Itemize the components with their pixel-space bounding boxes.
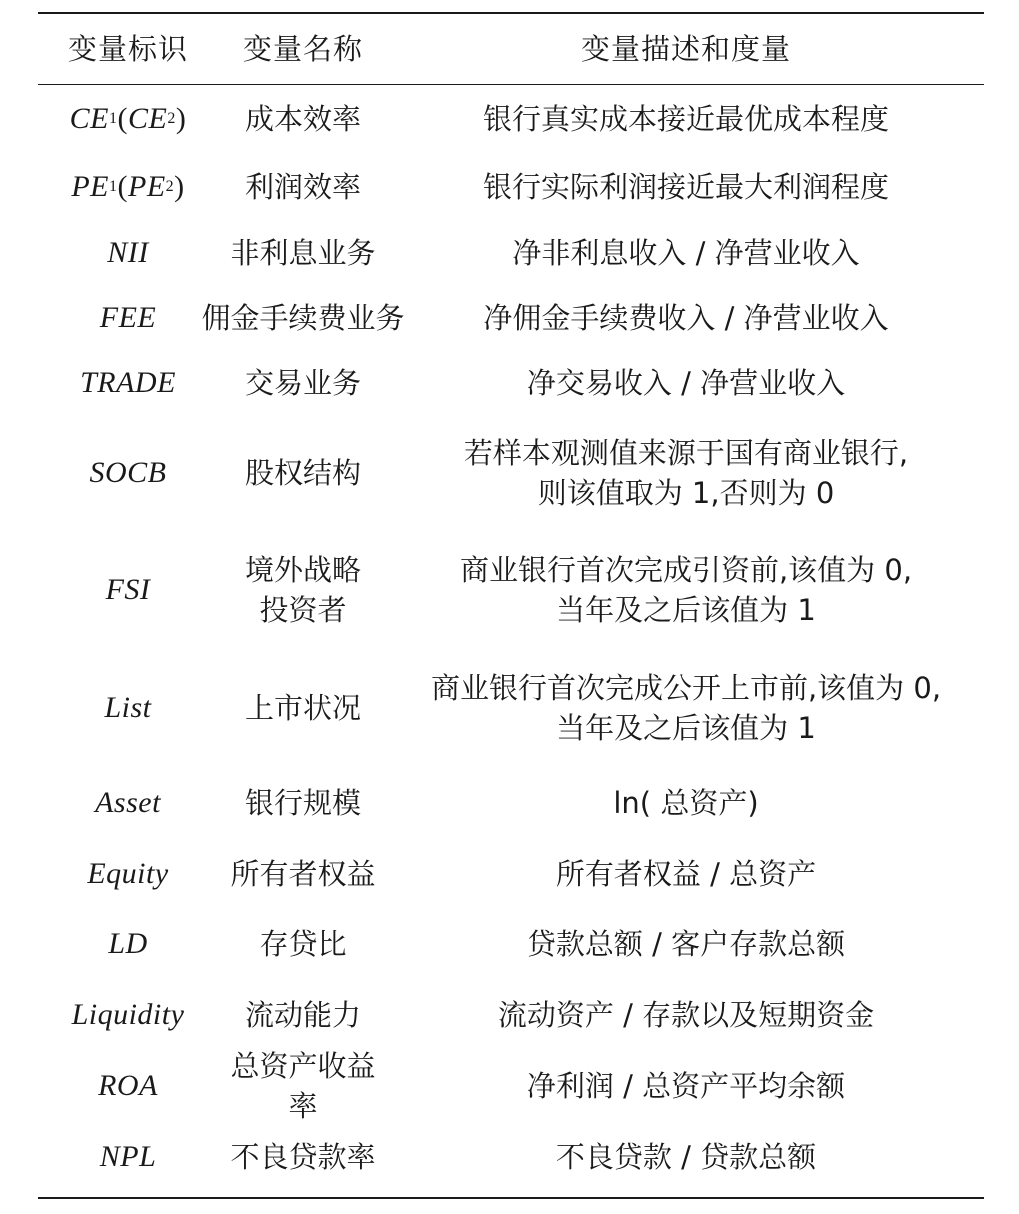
description-line: 若样本观测值来源于国有商业银行, — [463, 435, 909, 470]
variable-id: CE 1 ( CE 2 ) — [69, 102, 187, 136]
variable-id: PE 1 ( PE 2 ) — [71, 170, 185, 204]
variable-description — [388, 668, 984, 748]
variable-description: 净利润 / 总资产平均余额 — [526, 1068, 846, 1103]
variable-name: 股权结构 — [244, 455, 361, 490]
variable-name: 所有者权益 — [230, 856, 376, 891]
table-row — [38, 767, 984, 839]
variable-name: 非利息业务 — [230, 235, 376, 270]
variable-id: FEE — [99, 301, 157, 335]
table-row — [38, 285, 984, 351]
table-row — [38, 839, 984, 909]
variable-description: 流动资产 / 存款以及短期资金 — [497, 997, 875, 1032]
variable-description: ln( 总资产) — [613, 785, 759, 820]
description-line: 商业银行首次完成公开上市前,该值为 0, — [430, 670, 942, 705]
variable-name: 上市状况 — [244, 690, 361, 725]
header-variable-description: 变量描述和度量 — [580, 31, 791, 66]
name-line: 境外战略 — [244, 552, 361, 587]
description-line: 商业银行首次完成引资前,该值为 0, — [459, 552, 913, 587]
table-row — [38, 1048, 984, 1123]
variable-name: 银行规模 — [244, 785, 361, 820]
variable-description: 净非利息收入 / 净营业收入 — [512, 235, 860, 270]
variable-description: 不良贷款 / 贷款总额 — [555, 1139, 817, 1174]
variable-description: 所有者权益 / 总资产 — [555, 856, 817, 891]
variable-id: List — [104, 691, 152, 725]
variable-id: FSI — [105, 573, 151, 607]
description-line: 当年及之后该值为 1 — [556, 593, 816, 627]
header-variable-name: 变量名称 — [242, 31, 363, 66]
variable-name: 流动能力 — [244, 997, 361, 1032]
variable-name: 交易业务 — [244, 365, 361, 400]
variable-name: 利润效率 — [244, 169, 361, 204]
variable-description: 银行实际利润接近最大利润程度 — [482, 169, 889, 204]
variable-name — [218, 550, 388, 630]
variable-id: TRADE — [80, 366, 176, 400]
variable-name: 不良贷款率 — [230, 1139, 376, 1174]
description-line: 则该值取为 1,否则为 0 — [537, 476, 835, 510]
variable-id: SOCB — [89, 456, 167, 490]
table-row — [38, 979, 984, 1051]
variable-id: ROA — [98, 1069, 158, 1103]
variable-id: Liquidity — [71, 998, 185, 1032]
header-variable-id: 变量标识 — [67, 31, 188, 66]
table-row — [38, 351, 984, 415]
variable-name: 佣金手续费业务 — [201, 300, 405, 335]
variable-description: 银行真实成本接近最优成本程度 — [482, 101, 889, 136]
table-row — [38, 85, 984, 153]
variable-name: 总资产收益率 — [230, 1048, 376, 1123]
variable-description — [388, 433, 984, 513]
table-row — [38, 153, 984, 221]
description-line: 当年及之后该值为 1 — [556, 711, 816, 745]
table-row — [38, 415, 984, 531]
variable-id: NPL — [99, 1140, 157, 1174]
variable-id: Asset — [95, 786, 161, 820]
table-row — [38, 531, 984, 649]
variable-id: NII — [107, 236, 149, 270]
variable-description: 贷款总额 / 客户存款总额 — [526, 926, 846, 961]
name-line: 投资者 — [259, 593, 347, 627]
variable-description — [388, 550, 984, 630]
table-row — [38, 909, 984, 979]
table-row — [38, 221, 984, 285]
variable-id: Equity — [87, 857, 169, 891]
variable-name: 存贷比 — [259, 926, 347, 961]
variable-name: 成本效率 — [244, 101, 361, 136]
variable-definition-table — [38, 12, 984, 1199]
variable-description: 净交易收入 / 净营业收入 — [526, 365, 846, 400]
bottom-rule — [38, 1197, 984, 1199]
variable-id: LD — [108, 927, 148, 961]
table-row — [38, 1121, 984, 1193]
table-header-row — [38, 14, 984, 84]
variable-description: 净佣金手续费收入 / 净营业收入 — [483, 300, 889, 335]
table-row — [38, 649, 984, 767]
